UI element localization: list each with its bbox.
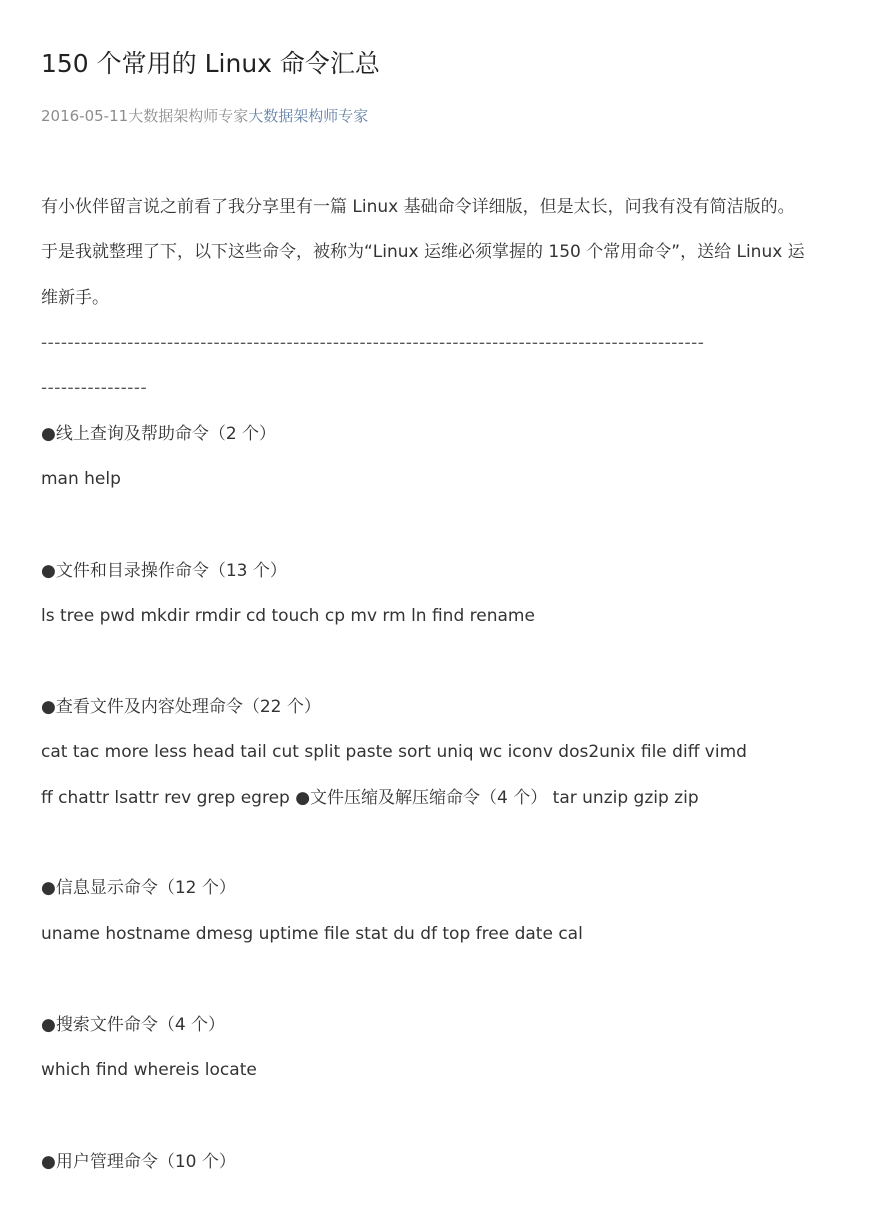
article-meta — [41, 104, 368, 128]
section-heading-view: ●查看文件及内容处理命令（22 个） — [41, 697, 321, 717]
section-commands-view-1: cat tac more less head tail cut split paste sort uniq wc iconv dos2unix file diff vimd — [41, 742, 747, 762]
intro-line-1: 有小伙伴留言说之前看了我分享里有一篇 Linux 基础命令详细版，但是太长，问我有没有简洁版的。 — [41, 197, 795, 217]
section-commands-help: man help — [41, 469, 121, 489]
article-title: 150 个常用的 Linux 命令汇总 — [41, 49, 380, 78]
section-heading-info: ●信息显示命令（12 个） — [41, 878, 236, 898]
section-commands-files: ls tree pwd mkdir rmdir cd touch cp mv rm ln find rename — [41, 606, 535, 626]
section-commands-info: uname hostname dmesg uptime file stat du df top free date cal — [41, 924, 583, 944]
section-commands-search: which find whereis locate — [41, 1060, 257, 1080]
account-link[interactable]: 大数据架构师专家 — [248, 107, 369, 125]
intro-line-3: 维新手。 — [41, 288, 109, 308]
section-heading-files: ●文件和目录操作命令（13 个） — [41, 561, 287, 581]
publish-date: 2016-05-11 — [41, 107, 129, 125]
separator-line-1: ---------------------------------------------------------------------------------------------------- — [41, 333, 705, 353]
section-heading-help: ●线上查询及帮助命令（2 个） — [41, 424, 277, 444]
section-heading-users: ●用户管理命令（10 个） — [41, 1152, 236, 1172]
intro-line-2: 于是我就整理了下，以下这些命令，被称为“Linux 运维必须掌握的 150 个常用命令”，送给 Linux 运 — [41, 242, 805, 262]
section-heading-search: ●搜索文件命令（4 个） — [41, 1015, 226, 1035]
section-commands-view-2: ff chattr lsattr rev grep egrep ●文件压缩及解压缩命令（4 个） tar unzip gzip zip — [41, 788, 699, 808]
author-name: 大数据架构师专家 — [128, 107, 249, 125]
separator-line-2: ---------------- — [41, 378, 148, 398]
